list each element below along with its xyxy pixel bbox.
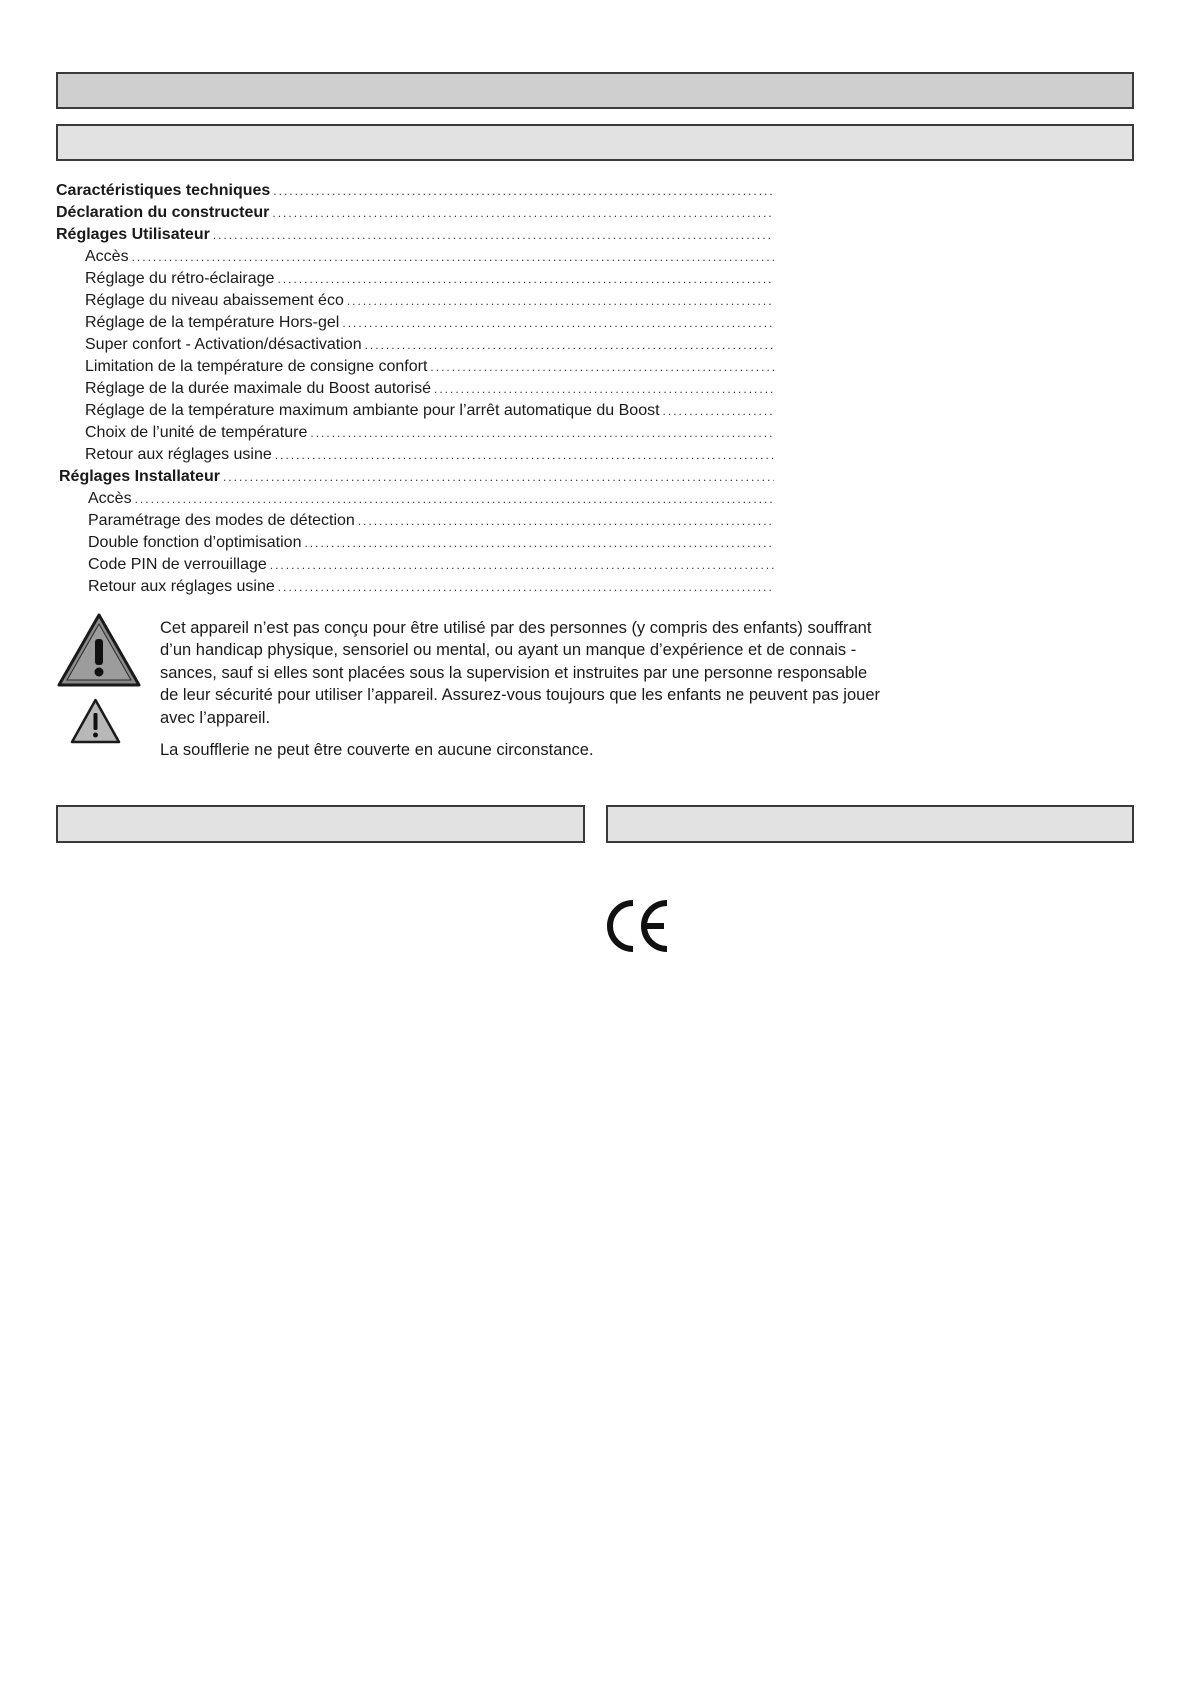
toc-entry xyxy=(56,466,774,488)
toc-entry-label: Double fonction d’optimisation xyxy=(88,534,302,551)
toc-dot-leader xyxy=(430,356,774,378)
toc-entry xyxy=(56,378,774,400)
toc-entry xyxy=(56,400,774,422)
toc-entry xyxy=(56,334,774,356)
warning-triangle-icon xyxy=(56,612,142,688)
toc-entry xyxy=(56,290,774,312)
warning-triangle-icon-small xyxy=(69,697,122,745)
toc-dot-leader xyxy=(272,202,774,224)
toc-dot-leader xyxy=(365,334,774,356)
toc-dot-leader xyxy=(342,312,774,334)
toc-entry-label: Retour aux réglages usine xyxy=(88,578,275,595)
toc-entry-label: Caractéristiques techniques xyxy=(56,182,271,199)
header-bar-top xyxy=(56,72,1134,109)
toc-entry-label: Réglage du niveau abaissement éco xyxy=(85,292,344,309)
toc-entry-label: Réglage de la température maximum ambiante pour l’arrêt automatique du Boost xyxy=(85,402,660,419)
section-header-bar-left xyxy=(56,805,585,843)
toc-entry xyxy=(56,268,774,290)
ce-mark-icon xyxy=(606,898,670,954)
warning-line: de leur sécurité pour utiliser l’appareil. Assurez-vous toujours que les enfants ne peuvent pas jouer xyxy=(160,686,880,705)
toc-entry-label: Déclaration du constructeur xyxy=(56,204,270,221)
toc-dot-leader xyxy=(135,488,774,510)
toc-entry-label: Retour aux réglages usine xyxy=(85,446,272,463)
toc-entry-label: Choix de l’unité de température xyxy=(85,424,308,441)
toc-dot-leader xyxy=(223,466,774,488)
toc-entry-label: Paramétrage des modes de détection xyxy=(88,512,355,529)
toc-entry-label: Réglages Utilisateur xyxy=(56,226,210,243)
toc-entry-label: Code PIN de verrouillage xyxy=(88,556,267,573)
toc-entry xyxy=(56,444,774,466)
toc-dot-leader xyxy=(275,444,774,466)
toc-entry xyxy=(56,312,774,334)
safety-warning-text xyxy=(160,617,960,761)
warning-line: d’un handicap physique, sensoriel ou mental, ou ayant un manque d’expérience et de connais - xyxy=(160,641,857,660)
blower-warning-note: La soufflerie ne peut être couverte en aucune circonstance. xyxy=(160,741,594,760)
toc-entry-label: Réglage du rétro-éclairage xyxy=(85,270,275,287)
toc-entry-label: Accès xyxy=(88,490,132,507)
toc-entry-label: Limitation de la température de consigne confort xyxy=(85,358,428,375)
toc-entry xyxy=(56,202,774,224)
toc-entry-label: Accès xyxy=(85,248,129,265)
toc-dot-leader xyxy=(663,400,774,422)
toc-entry xyxy=(56,554,774,576)
warning-line: avec l’appareil. xyxy=(160,708,271,727)
toc-dot-leader xyxy=(358,510,774,532)
toc-entry-label: Réglage de la durée maximale du Boost autorisé xyxy=(85,380,431,397)
toc-entry xyxy=(56,224,774,246)
toc-entry xyxy=(56,488,774,510)
warning-line: sances, sauf si elles sont placées sous la supervision et instruites par une personne responsable xyxy=(160,663,868,682)
toc-dot-leader xyxy=(434,378,774,400)
toc-entry xyxy=(56,180,774,202)
toc-dot-leader xyxy=(347,290,774,312)
toc-entry-label: Réglage de la température Hors-gel xyxy=(85,314,340,331)
toc-entry xyxy=(56,246,774,268)
toc-dot-leader xyxy=(304,532,774,554)
toc-dot-leader xyxy=(277,268,774,290)
toc-entry xyxy=(56,422,774,444)
warning-line: Cet appareil n’est pas conçu pour être utilisé par des personnes (y compris des enfants) souffrant xyxy=(160,619,872,637)
toc-entry-label: Super confort - Activation/désactivation xyxy=(85,336,362,353)
toc-entry xyxy=(56,532,774,554)
header-bar-contents xyxy=(56,124,1134,161)
toc-dot-leader xyxy=(310,422,774,444)
table-of-contents xyxy=(56,180,774,598)
warning-paragraph xyxy=(160,617,960,729)
toc-dot-leader xyxy=(273,180,774,202)
toc-entry-label: Réglages Installateur xyxy=(59,468,220,485)
toc-dot-leader xyxy=(270,554,774,576)
toc-dot-leader xyxy=(278,576,774,598)
section-header-bar-right xyxy=(606,805,1134,843)
toc-entry xyxy=(56,576,774,598)
toc-entry xyxy=(56,510,774,532)
toc-entry xyxy=(56,356,774,378)
toc-dot-leader xyxy=(213,224,774,246)
toc-dot-leader xyxy=(132,246,774,268)
